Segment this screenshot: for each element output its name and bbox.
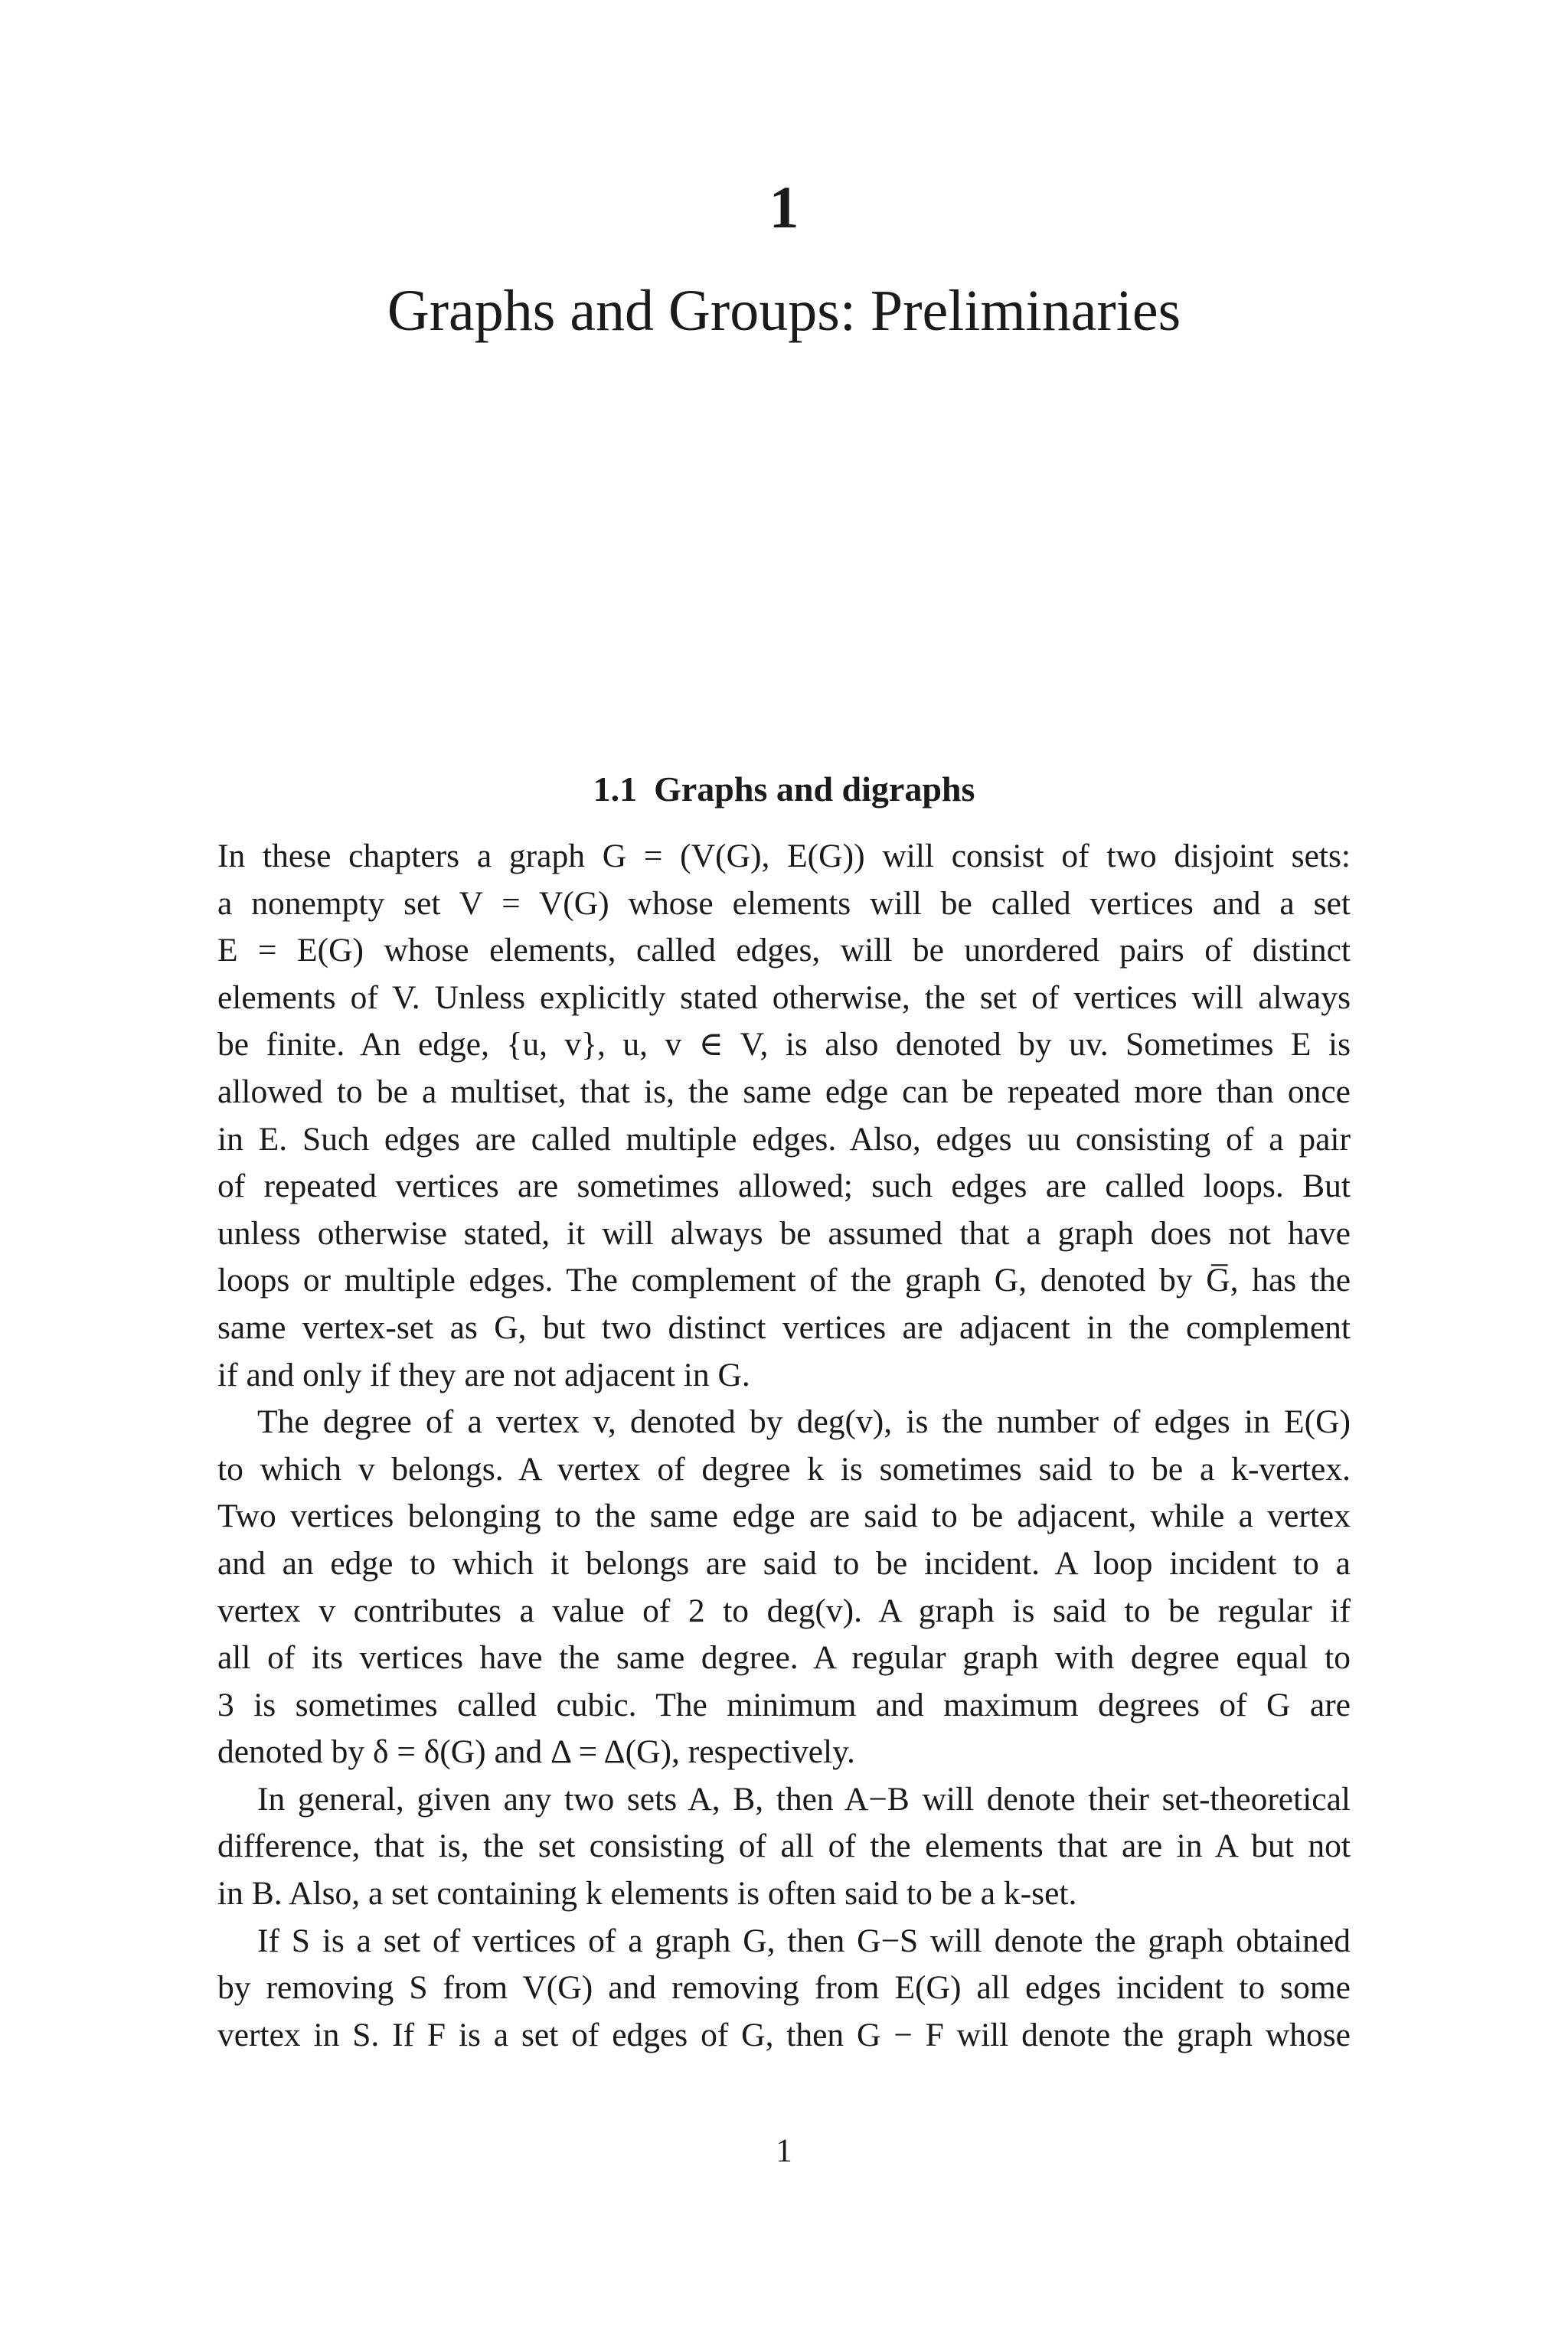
text-line: allowed to be a multiset, that is, the same edge can be repeated more than once: [217, 1073, 1351, 1110]
text-line: loops or multiple edges. The complement of the graph G, denoted by G̅, has the: [217, 1262, 1351, 1299]
text-line: 3 is sometimes called cubic. The minimum and maximum degrees of G are: [217, 1686, 1351, 1723]
text-line: difference, that is, the set consisting of all of the elements that are in A but not: [217, 1828, 1351, 1865]
text-line: In these chapters a graph G = (V(G), E(G)) will consist of two disjoint sets:: [217, 838, 1351, 874]
text-line: by removing S from V(G) and removing from E(G) all edges incident to some: [217, 1969, 1351, 2007]
text-line: The degree of a vertex v, denoted by deg(v), is the number of edges in E(G): [257, 1403, 1351, 1441]
paragraph-vertex-removal: [217, 1918, 1351, 2060]
text-line: of repeated vertices are sometimes allowed; such edges are called loops. But: [217, 1168, 1351, 1205]
text-line: in E. Such edges are called multiple edges. Also, edges uu consisting of a pair: [217, 1120, 1351, 1158]
text-line: in B. Also, a set containing k elements is often said to be a k-set.: [217, 1875, 1077, 1913]
text-line: Two vertices belonging to the same edge are said to be adjacent, while a vertex: [217, 1498, 1351, 1535]
text-line: be finite. An edge, {u, v}, u, v ∈ V, is also denoted by uv. Sometimes E is: [217, 1026, 1351, 1063]
text-line: vertex v contributes a value of 2 to deg(v). A graph is said to be regular if: [217, 1592, 1351, 1629]
paragraph-graph-definition: [217, 833, 1351, 1399]
text-line: elements of V. Unless explicitly stated otherwise, the set of vertices will always: [217, 978, 1351, 1016]
text-line: and an edge to which it belongs are said to be incident. A loop incident to a: [217, 1544, 1351, 1582]
text-line: denoted by δ = δ(G) and Δ = Δ(G), respectively.: [217, 1733, 855, 1771]
body-text: [217, 833, 1351, 2059]
section-heading: [0, 769, 1568, 808]
section-number: 1.1: [593, 769, 638, 808]
paragraph-set-difference: [217, 1776, 1351, 1918]
chapter-title: Graphs and Groups: Preliminaries: [387, 279, 1181, 343]
text-line: If S is a set of vertices of a graph G, then G−S will denote the graph obtained: [257, 1922, 1351, 1959]
text-line: a nonempty set V = V(G) whose elements will be called vertices and a set: [217, 884, 1351, 922]
text-line: to which v belongs. A vertex of degree k is sometimes said to be a k-vertex.: [217, 1450, 1351, 1488]
text-line: In general, given any two sets A, B, then A−B will denote their set-theoretical: [257, 1780, 1351, 1818]
text-line: all of its vertices have the same degree. A regular graph with degree equal to: [217, 1639, 1351, 1677]
page-number: 1: [776, 2133, 792, 2169]
text-line: E = E(G) whose elements, called edges, will be unordered pairs of distinct: [217, 932, 1351, 969]
paragraph-degree: [217, 1399, 1351, 1776]
chapter-number: 1: [769, 174, 799, 240]
text-line: same vertex-set as G, but two distinct vertices are adjacent in the complement: [217, 1308, 1351, 1346]
text-line: if and only if they are not adjacent in G.: [217, 1356, 750, 1393]
text-line: vertex in S. If F is a set of edges of G, then G − F will denote the graph whose: [217, 2016, 1351, 2053]
section-title: Graphs and digraphs: [654, 769, 975, 808]
text-line: unless otherwise stated, it will always be assumed that a graph does not have: [217, 1214, 1351, 1252]
